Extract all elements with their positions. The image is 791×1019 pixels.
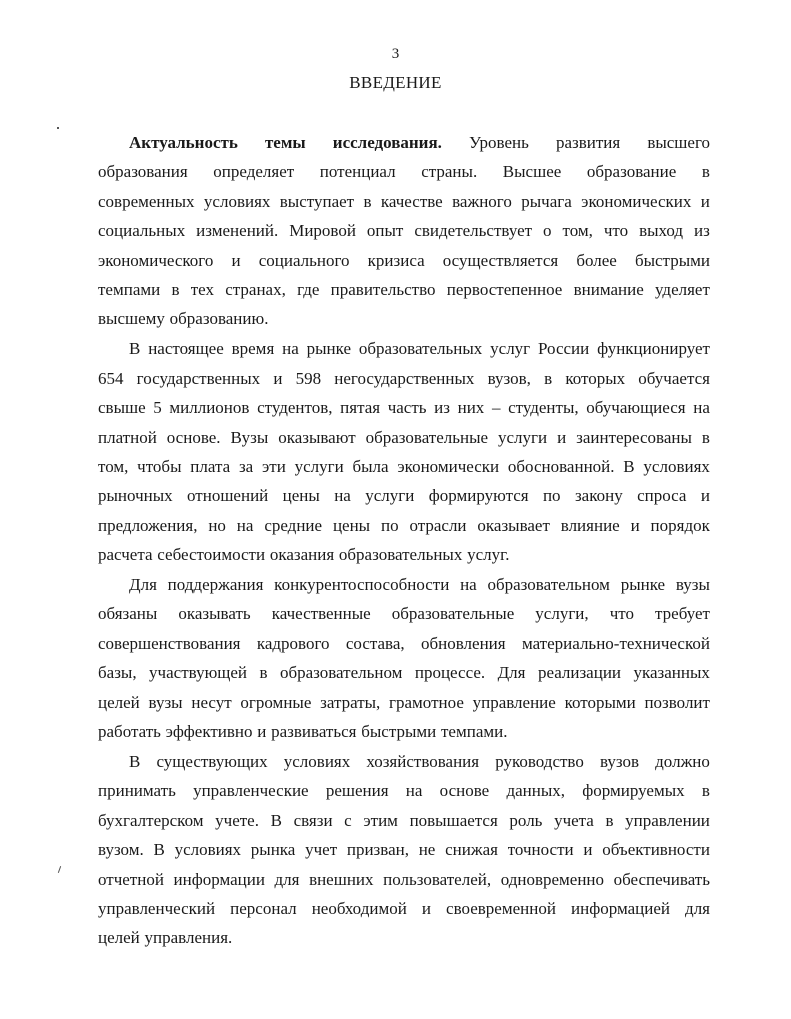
text-line: принимать управленческие решения на основе данных, формируемых в (98, 781, 710, 801)
text-line: управленческий персонал необходимой и своевременной информацией для (98, 898, 710, 918)
text-line: Для поддержания конкурентоспособности на образовательном рынке вузы (129, 575, 710, 595)
section-heading: ВВЕДЕНИЕ (349, 73, 442, 92)
scan-speck (57, 127, 59, 129)
text-line: современных условиях выступает в качестве важного рычага экономических и (98, 191, 710, 211)
text-line: базы, участвующей в образовательном процессе. Для реализации указанных (98, 663, 710, 683)
text-line: экономического и социального кризиса осуществляется более быстрыми (98, 250, 710, 270)
text-line: бухгалтерском учете. В связи с этим повышается роль учета в управлении (98, 810, 710, 830)
paragraph (98, 334, 710, 569)
text-line: рыночных отношений цены на услуги формируются по закону спроса и (98, 486, 710, 506)
text-line: совершенствования кадрового состава, обновления материально-технической (98, 633, 710, 653)
text-line: высшему образованию. (98, 309, 269, 329)
text-line: том, чтобы плата за эти услуги была экономически обоснованной. В условиях (98, 456, 710, 476)
text-line: 654 государственных и 598 негосударственных вузов, в которых обучается (98, 368, 710, 388)
text-line: свыше 5 миллионов студентов, пятая часть из них – студенты, обучающиеся на (98, 398, 710, 418)
text-line: образования определяет потенциал страны. Высшее образование в (98, 162, 710, 182)
text-line: расчета себестоимости оказания образовательных услуг. (98, 545, 510, 565)
text-line: работать эффективно и развиваться быстрыми темпами. (98, 722, 508, 741)
paragraph (98, 128, 710, 334)
scan-speck (58, 866, 61, 873)
page-number: 3 (391, 46, 400, 62)
text-line: целей управления. (98, 928, 233, 948)
text-line: обязаны оказывать качественные образовательные услуги, что требует (98, 604, 710, 624)
text-line: В настоящее время на рынке образовательных услуг России функционирует (129, 339, 710, 359)
paragraph (98, 747, 710, 953)
paragraph (98, 570, 710, 746)
text-line: вузом. В условиях рынка учет призван, не снижая точности и объективности (98, 840, 710, 860)
text-line: В существующих условиях хозяйствования руководство вузов должно (129, 751, 710, 771)
text-line: темпами в тех странах, где правительство первостепенное внимание уделяет (98, 279, 710, 299)
text-line: отчетной информации для внешних пользователей, одновременно обеспечивать (98, 869, 710, 889)
text-line: платной основе. Вузы оказывают образовательные услуги и заинтересованы в (98, 427, 710, 447)
text-line: Актуальность темы исследования. Уровень развития высшего (129, 133, 710, 152)
text-line: предложения, но на средние цены по отрасли оказывает влияние и порядок (98, 515, 710, 535)
text-line: целей вузы несут огромные затраты, грамотное управление которыми позволит (98, 692, 710, 712)
text-line: социальных изменений. Мировой опыт свидетельствует о том, что выход из (98, 221, 710, 241)
body-text (98, 128, 710, 953)
